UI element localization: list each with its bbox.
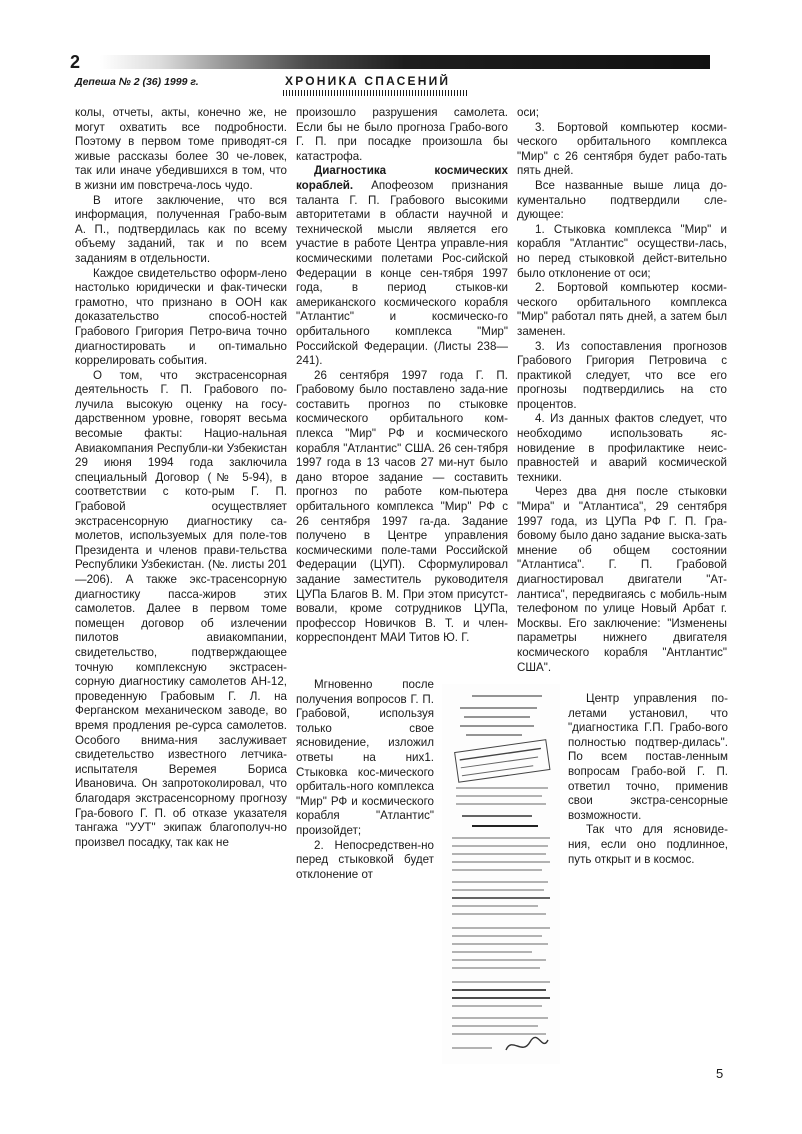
paragraph: 3. Из сопоставления прогнозов Грабового Григория Петровича с практикой следует, что все его прогнозы подтвердились на сто процентов. (517, 339, 727, 411)
paragraph: Через два дня после стыковки "Мира" и "Атлантиса", 29 сентября 1997 года, из ЦУПа РФ Г. П. Гра-бовому было дано задание выска-зать мнение об общем состоянии "Атлантиса". Г. П. Грабовой диагностировал двигатели "Ат-лантиса", передвигаясь с мобиль-ным телефоном по улице Новый Арбат г. Москвы. Его заключение: "Изменены параметры нижнего двигателя космического корабля "Антлантис" США". (517, 485, 727, 674)
paragraph (296, 164, 508, 368)
paragraph: Так что для ясновиде-ния, если оно подлинное, путь открыт и в космос. (568, 823, 728, 866)
header-band (100, 55, 710, 69)
column-3 (517, 106, 727, 675)
paragraph: 3. Бортовой компьютер косми-ческого орбитального комплекса "Мир" с 26 сентября будет рабо-тать пять дней. (517, 120, 727, 178)
top-page-number: 2 (70, 52, 81, 72)
issue-label: Депеша № 2 (36) 1999 г. (75, 76, 199, 88)
paragraph: оси; (517, 106, 539, 119)
subheading: Диагностика космических кораблей. (296, 164, 508, 192)
paragraph: О том, что экстрасенсорная деятельность Г. П. Грабового по-лучила высокую оценку на госу-дарственном уровне, говорят весьма весомые факты: Нацио-нальная Авиакомпания Республи-ки Узбекистан 29 июня 1994 года заключила специальный Договор (№ 5-94), в соответствии с кото-рым Г. П. Грабовой осуществляет экстрасенсорную диагностику са-молетов, используемых для поле-тов Президента и членов прави-тельства Республики Узбекистан. (№. листы 201—206). А также экс-трасенсорную диагностику пасса-жиров этих самолетов. Далее в первом томе помещен договор об излечении пилотов авиакомпании, свидетельство, подтверждающее точную комплексную экстрасен-сорную диагностику самолетов АН-12, проведенную Грабовым Г. Л. на Ферганском механическом заводе, во время продления ре-сурса самолетов. Особого внима-ния заслуживает свидетельство известного летчика-испытателя Веремея Бориса Ивановича. Он запротоколировал, что благодаря экстрасенсорному прогнозу Гра-бового Г. П. об отказе указателя тангажа "УУТ" экипаж благополуч-но произвел посадку, так как не (75, 368, 287, 849)
section-title: ХРОНИКА СПАСЕНИЙ (285, 74, 451, 88)
column-3-lower (568, 692, 728, 867)
document-scan-image (442, 684, 560, 1064)
paragraph: 2. Непосредствен-но перед стыковкой будет отклонение от (296, 838, 434, 881)
paragraph: 2. Бортовой компьютер косми-ческого орбитального комплекса "Мир" работал пять дней, а затем был заменен. (517, 281, 727, 338)
column-1 (75, 106, 287, 850)
paragraph: колы, отчеты, акты, конечно же, не могут охватить все подробности. Поэтому в первом томе приводят-ся живые рассказы более 30 че-ловек, так или иначе убедившихся в том, что в жизни им повстреча-лось чудо. (75, 106, 287, 192)
paragraph: 1. Стыковка комплекса "Мир" и корабля "Атлантис" осуществи-лась, но перед стыковкой дейст-вительно было отклонение от оси; (517, 222, 727, 280)
paragraph: Центр управления по-летами установил, что "диагностика Г.П. Грабо-вого полностью подтвер-дилась". По всем постав-ленным вопросам Грабо-вой Г. П. ответил точно, применив свои экстра-сенсорные возможности. (568, 692, 728, 822)
title-underline (283, 90, 468, 96)
paragraph: Каждое свидетельство оформ-лено настолько юридически и фак-тически грамотно, что признано в ООН как доказательство способ-ностей Грабового Григория Петро-вича точно диагностировать и оп-тимально коррелировать события. (75, 266, 287, 368)
paragraph: Все названные выше лица до-кументально подтвердили сле-дующее: (517, 178, 727, 222)
paragraph: 4. Из данных фактов следует, что необходимо использовать яс-новидение в профилактике неис-правностей и аварий космической техники. (517, 412, 727, 484)
paragraph: 26 сентября 1997 года Г. П. Грабовому было поставлено зада-ние составить прогноз по стыковке космического орбитального ком-плекса "Мир" РФ и космического корабля "Атлантис" США. 26 сен-тября 1997 года в 13 часов 27 ми-нут было дано второе задание — составить прогноз по работе ком-пьютера орбитального комплекса "Мир" РФ с 26 сентября 1997 га-да. Задание получено в Центре управления космическими поле-тами Российской Федерации (ЦУП). Сформулировал задание заместитель руководителя ЦУПа Благов В. М. При этом присутст-вовали, кроме сотрудников ЦУПа, профессор Новичков В. Т. и член-корреспондент МАИ Титов Ю. Г. (296, 368, 508, 645)
paragraph-text: Апофеозом признания таланта Г. П. Грабового высокими авторитетами в области научной и технической мысли является его участие в работе Центра управле-ния космическими полетами Рос-сийской Федерации в конце сен-тября 1997 года, в период стыков-ки американского космического корабля "Атлантис" и космическо-го орбитального комплекса "Мир" Российской Федерации. (Листы 238—241). (296, 178, 508, 368)
column-2 (296, 106, 508, 646)
bottom-page-number: 5 (716, 1066, 724, 1081)
paragraph: Мгновенно после получения вопросов Г. П. Грабовой, используя только свое ясновидение, изложил ответы на них1. Стыковка кос-мического орбиталь-ного комплекса "Мир" РФ и космического корабля "Атлантис" произойдет; (296, 678, 434, 837)
paragraph: произошло разрушения самолета. Если бы не было прогноза Грабо-вого Г. П. при посадке произошла бы катастрофа. (296, 106, 508, 163)
column-2-lower (296, 678, 434, 882)
paragraph: В итоге заключение, что вся информация, полученная Грабо-вым А. П., подтвердилась как по всему объему заданий, так и по всем заданиям в отдельности. (75, 193, 287, 265)
